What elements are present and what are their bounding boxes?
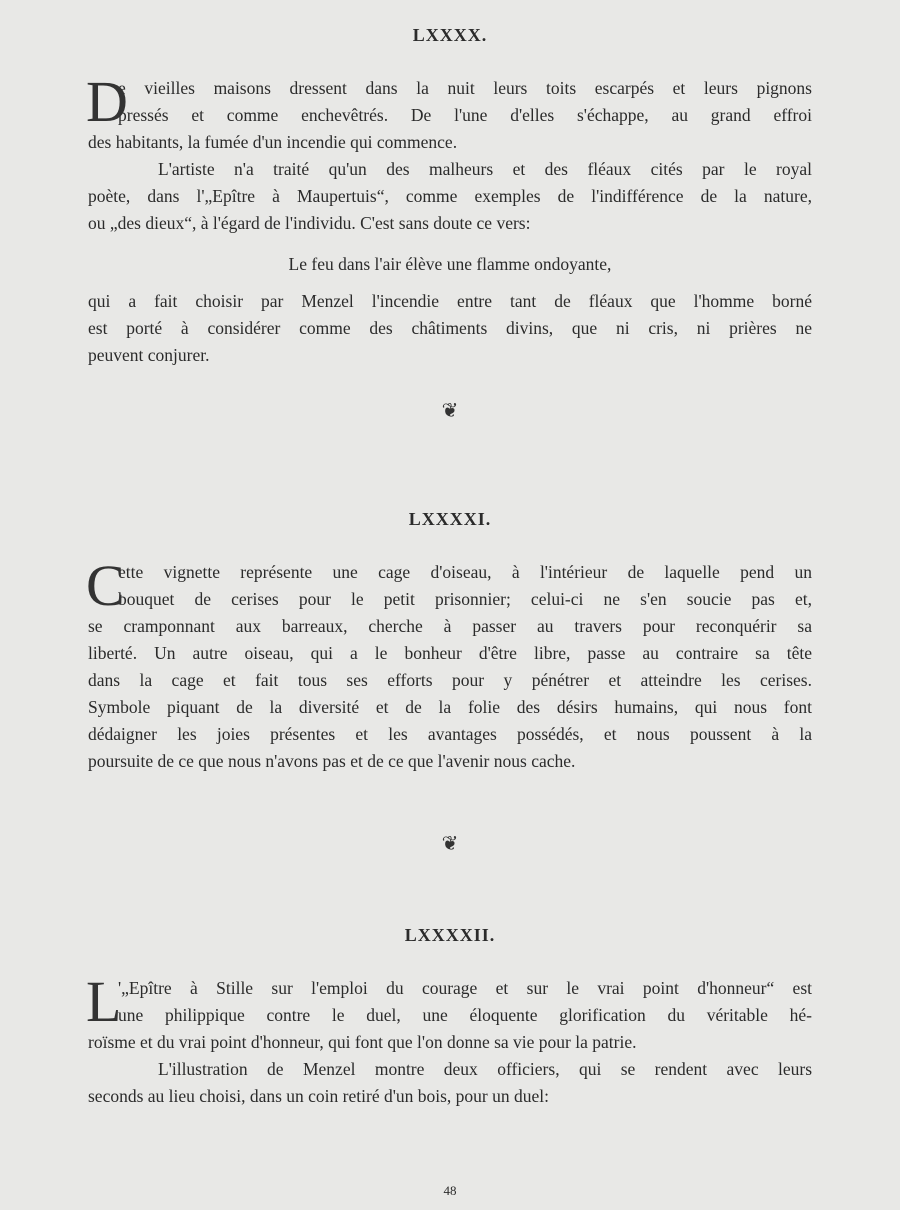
- text-line: ou „des dieux“, à l'égard de l'individu. C'est sans doute ce vers:: [88, 213, 531, 233]
- text-line: roïsme et du vrai point d'honneur, qui font que l'on donne sa vie pour la patrie.: [88, 1032, 637, 1052]
- text-line: bouquet de cerises pour le petit prisonnier; celui-ci ne s'en soucie pas et,: [118, 589, 812, 609]
- section-title: LXXXX.: [412, 25, 488, 45]
- section-body: [86, 553, 812, 775]
- text-line: dédaigner les joies présentes et les avantages possédés, et nous poussent à la: [88, 724, 812, 744]
- text-line: '„Epître à Stille sur l'emploi du courage et sur le vrai point d'honneur“ est: [118, 978, 812, 998]
- text-line: est porté à considérer comme des châtiments divins, que ni cris, ni prières ne: [88, 318, 812, 338]
- text-line: se cramponnant aux barreaux, cherche à passer au travers pour reconquérir sa: [88, 616, 812, 636]
- floral-ornament-icon: ❦: [441, 833, 459, 855]
- text-line: qui a fait choisir par Menzel l'incendie entre tant de fléaux que l'homme borné: [88, 291, 812, 311]
- text-line: pressés et comme enchevêtrés. De l'une d'elles s'échappe, au grand effroi: [118, 105, 812, 125]
- drop-cap: D: [86, 69, 128, 134]
- floral-ornament-icon: ❦: [441, 400, 459, 422]
- section-body: [86, 969, 812, 1110]
- page-number: 48: [443, 1183, 457, 1198]
- paragraph: [86, 969, 812, 1056]
- paragraph: [86, 69, 812, 156]
- text-line: Symbole piquant de la diversité et de la folie des désirs humains, qui nous font: [88, 697, 812, 717]
- drop-cap: L: [86, 969, 122, 1034]
- text-line: e vieilles maisons dressent dans la nuit leurs toits escarpés et leurs pignons: [118, 78, 812, 98]
- text-line: poète, dans l'„Epître à Maupertuis“, comme exemples de l'indifférence de la nature,: [88, 186, 812, 206]
- paragraph: [86, 553, 812, 775]
- section-body: [86, 69, 812, 369]
- text-line: liberté. Un autre oiseau, qui a le bonheur d'être libre, passe au contraire sa tête: [88, 643, 812, 663]
- paragraph: [88, 1056, 812, 1110]
- section-lxxxxi: [88, 506, 812, 775]
- paragraph: [88, 288, 812, 369]
- text-line: peuvent conjurer.: [88, 345, 210, 365]
- drop-cap: C: [86, 553, 125, 618]
- paragraph: [88, 156, 812, 237]
- section-title: LXXXXI.: [408, 509, 492, 529]
- text-line: Le feu dans l'air élève une flamme ondoyante,: [288, 254, 612, 274]
- section-title: LXXXXII.: [404, 925, 496, 945]
- section-lxxxxii: [88, 922, 812, 1110]
- text-line: une philippique contre le duel, une éloquente glorification du véritable hé-: [118, 1005, 812, 1025]
- section-lxxxx: [88, 22, 812, 369]
- text-line: dans la cage et fait tous ses efforts pour y pénétrer et atteindre les cerises.: [88, 670, 812, 690]
- text-line: des habitants, la fumée d'un incendie qui commence.: [88, 132, 458, 152]
- text-line: L'illustration de Menzel montre deux officiers, qui se rendent avec leurs: [158, 1059, 812, 1079]
- text-line: poursuite de ce que nous n'avons pas et de ce que l'avenir nous cache.: [88, 751, 576, 771]
- text-line: seconds au lieu choisi, dans un coin retiré d'un bois, pour un duel:: [88, 1086, 549, 1106]
- text-line: ette vignette représente une cage d'oiseau, à l'intérieur de laquelle pend un: [118, 562, 812, 582]
- text-line: L'artiste n'a traité qu'un des malheurs et des fléaux cités par le royal: [158, 159, 812, 179]
- verse-quote: [88, 251, 812, 278]
